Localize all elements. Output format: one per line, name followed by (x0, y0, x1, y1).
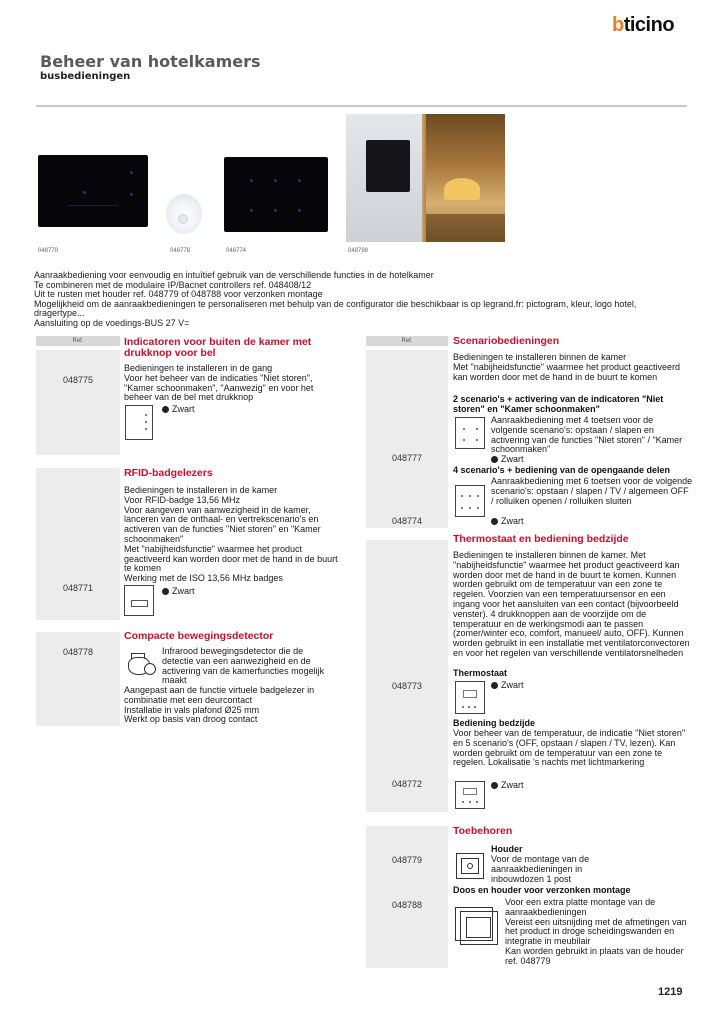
subsection-title: 2 scenario's + activering van de indicatoren "Niet storen" en "Kamer schoonmaken" (453, 394, 664, 414)
section-title: Scenariobedieningen (453, 335, 560, 347)
room-photo-048798 (346, 114, 505, 242)
section-text: Aanraakbediening met 4 toetsen voor de volgende scenario's: opstaan / slapen en activering van de functies "Niet storen" / "Kamer schoonmaken" (491, 415, 683, 455)
section-title: Compacte bewegingsdetector (124, 630, 274, 642)
product-image-048778 (160, 192, 208, 236)
section-text: Aangepast aan de functie virtuele badgelezer in combinatie met een deurcontact Installatie in vals plafond Ø25 mm Werkt op basis van droog contact (124, 685, 315, 725)
section-title: Indicatoren voor buiten de kamer met drukknop voor bel (124, 336, 312, 359)
section-title: Thermostaat en bediening bedzijde (453, 533, 629, 545)
product-ref: 048774 (391, 516, 423, 526)
ref-band (36, 350, 120, 455)
page-subtitle: busbedieningen (40, 71, 131, 82)
product-code: 048770 (38, 248, 59, 254)
black-color-swatch (491, 782, 498, 789)
product-ref: 048788 (391, 900, 423, 910)
product-thumbnail (455, 485, 485, 517)
ref-band (366, 540, 448, 812)
ref-column-header: Ref. (36, 336, 120, 346)
page-title: Beheer van hotelkamers (40, 52, 261, 71)
product-code: 048774 (226, 248, 247, 254)
flush-box-thumbnail (453, 905, 501, 947)
color-option: Zwart (162, 586, 195, 596)
subsection-title: Bediening bedzijde (453, 718, 536, 728)
product-ref: 048777 (391, 453, 423, 463)
section-text: Bedieningen te installeren binnen de kamer Met "nabijheidsfunctie" waarmee het product geactiveerd kan worden door met de hand in de buurt te komen (453, 352, 681, 382)
section-text: Bedieningen te installeren in de gang Voor het beheer van de indicaties "Niet storen", "Kamer schoonmaken", "Aanwezig" en voor het beheer van de bel met drukknop (124, 363, 314, 403)
section-text: Aanraakbediening met 6 toetsen voor de volgende scenario's: opstaan / slapen / TV / algemeen OFF / rolluiken openen / rolluiken sluiten (491, 476, 693, 506)
black-color-swatch (162, 406, 169, 413)
color-option: Zwart (491, 454, 524, 464)
section-title: Toebehoren (453, 825, 513, 837)
subsection-title: Houder (491, 844, 523, 854)
header-divider (36, 105, 687, 107)
subsection-title: 4 scenario's + bediening van de opengaande delen (453, 465, 670, 475)
product-code: 048798 (348, 248, 369, 254)
motion-detector-thumbnail (126, 651, 158, 679)
black-color-swatch (162, 588, 169, 595)
product-image-048774 (224, 157, 328, 232)
color-option: Zwart (162, 404, 195, 414)
bticino-logo: bticino (612, 14, 675, 36)
intro-text: Aanraakbediening voor eenvoudig en intuïtief gebruik van de verschillende functies in de hotelkamer Te combineren met de modulaire IP/Bacnet controllers ref. 048408/12 Uit te rusten met houder ref. 048779 of 048788 voor verzonken montage Mogelijkheid om de aanraakbedieningen te personaliseren met behulp van de configurator die beschikbaar is op legrand.fr: pictogram, kleur, logo hotel, dragertype... Aansluiting op de voedings-BUS 27 V= (34, 270, 637, 328)
color-option: Zwart (491, 780, 524, 790)
black-color-swatch (491, 456, 498, 463)
product-thumbnail (125, 405, 153, 440)
product-ref: 048771 (62, 583, 94, 593)
subsection-title: Thermostaat (453, 668, 508, 678)
section-text: Voor een extra platte montage van de aanraakbedieningen Vereist een uitsnijding met de afmetingen van het product in droge scheidingswanden en integratie in meubilair Kan worden gebruikt in plaats van de houder ref. 048779 (505, 897, 687, 966)
product-ref: 048779 (391, 855, 423, 865)
section-text: Voor de montage van de aanraakbedieningen in inbouwdozen 1 post (491, 854, 590, 884)
section-title: RFID-badgelezers (124, 467, 213, 479)
section-text: Bedieningen te installeren binnen de kamer. Met "nabijheidsfunctie" waarmee het product geactiveerd kan worden door met de hand in de buurt te komen. Kunnen worden gebruikt om de temperatuur van een zone te regelen. Voorzien van een temperatuursensor en een ingang voor het aansluiten van een contact (bijvoorbeeld venster). 4 drukknoppen aan de voorzijde om de temperatuur en de werkingsmodi aan te passen (zomer/winter eco, comfort, manueel/ auto, OFF). Kunnen worden gebruikt in een installatie met ventilatorconvectoren en voor het regelen van verschillende ventilatorsnelheden (453, 550, 690, 658)
product-thumbnail (455, 417, 485, 449)
product-thumbnail (124, 585, 154, 616)
ref-band (366, 826, 448, 968)
color-option: Zwart (491, 516, 524, 526)
section-text: Voor beheer van de temperatuur, de indicatie "Niet storen" en 5 scenario's (OFF, opstaan / slapen / TV, lezen). Kan worden gebruikt om de temperatuur van een zone te regelen. Lokalisatie 's nachts met lichtmarkering (453, 728, 686, 768)
product-ref: 048775 (62, 375, 94, 385)
product-thumbnail (455, 681, 485, 714)
product-image-048770 (38, 155, 148, 227)
page-number: 1219 (658, 986, 683, 998)
product-ref: 048772 (391, 779, 423, 789)
product-thumbnail (455, 781, 485, 809)
product-ref: 048778 (62, 647, 94, 657)
section-text: Infrarood bewegingsdetector die de detectie van een aanwezigheid en de activering van de kamerfuncties mogelijk maakt (162, 646, 325, 686)
product-ref: 048773 (391, 681, 423, 691)
ref-column-header: Ref. (366, 336, 448, 346)
black-color-swatch (491, 518, 498, 525)
ref-band (36, 468, 120, 620)
section-text: Bedieningen te installeren in de kamer Voor RFID-badge 13,56 MHz Voor aangeven van aanwezigheid in de kamer, lanceren van de onthaal- en vertrekscenario's en activeren van de functies "Niet storen" en "Kamer schoonmaken" Met "nabijheidsfunctie" waarmee het product geactiveerd kan worden door met de hand in de buurt te komen Werking met de ISO 13,56 MHz badges (124, 485, 338, 584)
product-code: 048778 (170, 248, 191, 254)
color-option: Zwart (491, 680, 524, 690)
subsection-title: Doos en houder voor verzonken montage (453, 885, 631, 895)
black-color-swatch (491, 682, 498, 689)
holder-thumbnail (455, 852, 485, 880)
ref-band (366, 350, 448, 528)
